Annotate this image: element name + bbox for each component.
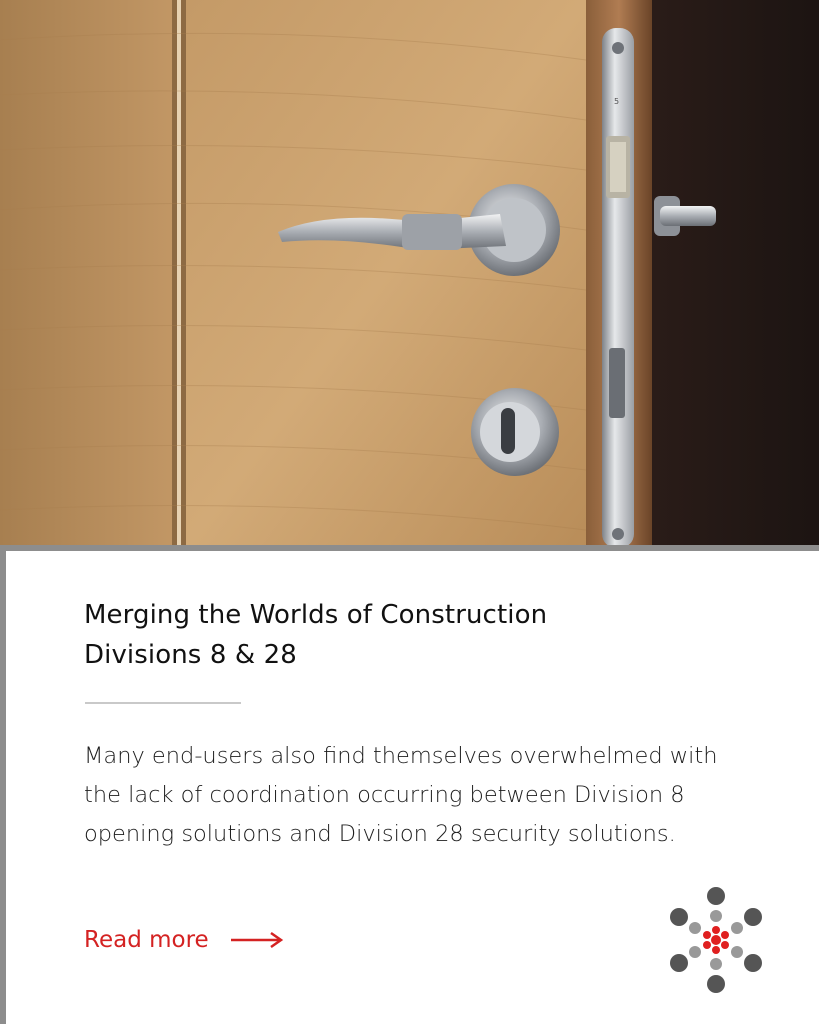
title-divider [85, 702, 241, 704]
article-title[interactable] [84, 595, 724, 675]
dot-burst-logo-icon [661, 885, 771, 995]
article-excerpt: Many end-users also find themselves overwhelmed with the lack of coordination occurring between Division 8 opening solutions and Division 28 security solutions. [84, 743, 718, 847]
article-title-line-1: Merging the Worlds of Construction [84, 600, 548, 630]
article-card [0, 545, 819, 1024]
faceplate-number: 5 [614, 97, 620, 106]
article-title-line-2: Divisions 8 & 28 [84, 640, 297, 670]
arrow-right-icon [231, 930, 285, 950]
read-more-link[interactable] [84, 927, 285, 953]
read-more-label: Read more [84, 927, 209, 953]
